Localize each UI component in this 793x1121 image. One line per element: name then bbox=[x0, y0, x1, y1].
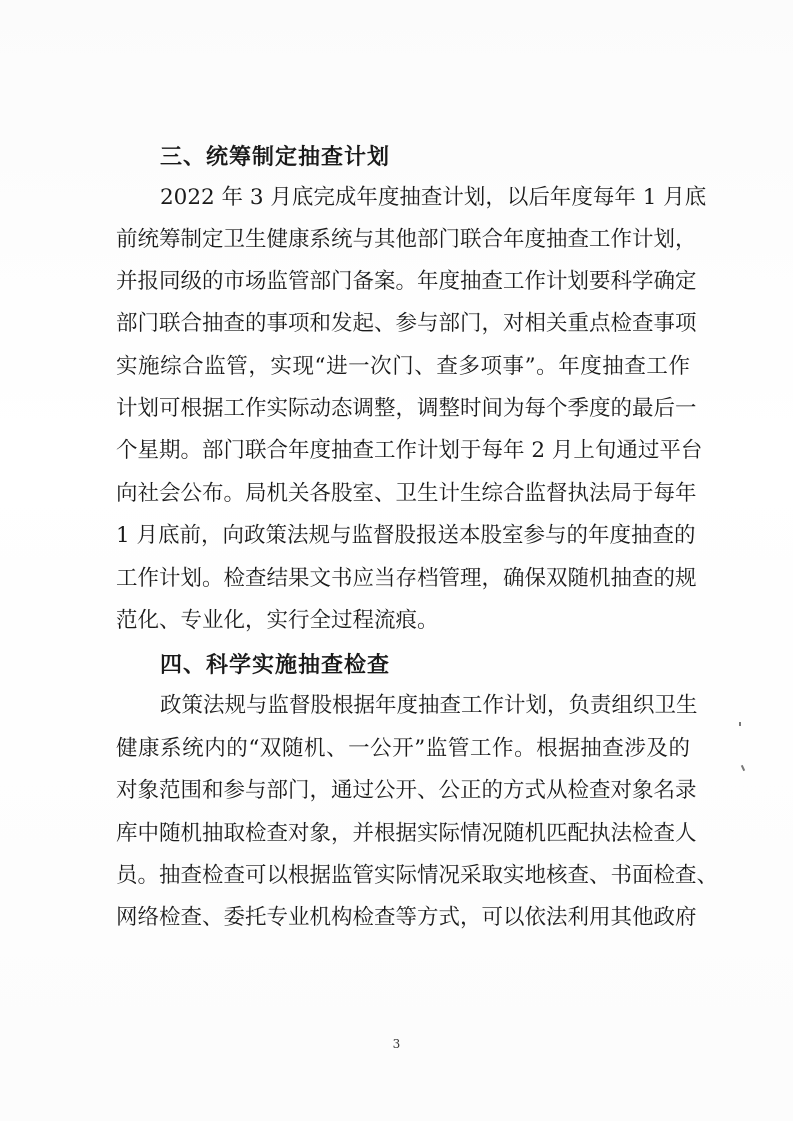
section-3-line-5: 实施综合监管，实现“进一次门、查多项事”。年度抽查工作 bbox=[116, 354, 690, 379]
section-3-line-2: 前统筹制定卫生健康系统与其他部门联合年度抽查工作计划， bbox=[116, 227, 697, 252]
section-4-heading: 四、科学实施抽查检查 bbox=[160, 653, 391, 678]
section-3-line-6: 计划可根据工作实际动态调整，调整时间为每个季度的最后一 bbox=[116, 396, 697, 421]
section-4-line-1: 政策法规与监督股根据年度抽查工作计划，负责组织卫生 bbox=[160, 693, 698, 718]
section-4-line-3: 对象范围和参与部门，通过公开、公正的方式从检查对象名录 bbox=[116, 778, 697, 803]
section-4-line-2: 健康系统内的“双随机、一公开”监管工作。根据抽查涉及的 bbox=[116, 736, 690, 761]
section-3-line-8: 向社会公布。局机关各股室、卫生计生综合监督执法局于每年 bbox=[116, 481, 697, 506]
section-3-line-9: 1 月底前，向政策法规与监督股报送本股室参与的年度抽查的 bbox=[116, 523, 696, 548]
section-4-line-4: 库中随机抽取检查对象，并根据实际情况随机匹配执法检查人 bbox=[116, 821, 697, 846]
section-4-line-6: 网络检查、委托专业机构检查等方式，可以依法利用其他政府 bbox=[116, 905, 697, 930]
section-3-heading: 三、统筹制定抽查计划 bbox=[160, 145, 391, 170]
page-number: 3 bbox=[392, 1037, 401, 1051]
section-3-line-7: 个星期。部门联合年度抽查工作计划于每年 2 月上旬通过平台 bbox=[116, 438, 703, 463]
section-3-line-4: 部门联合抽查的事项和发起、参与部门，对相关重点检查事项 bbox=[116, 311, 697, 336]
section-3-line-11: 范化、专业化，实行全过程流痕。 bbox=[116, 608, 439, 633]
section-3-line-10: 工作计划。检查结果文书应当存档管理，确保双随机抽查的规 bbox=[116, 566, 697, 591]
section-3-line-1: 2022 年 3 月底完成年度抽查计划，以后年度每年 1 月底 bbox=[160, 185, 707, 210]
scan-speck bbox=[741, 765, 745, 771]
section-4-line-5: 员。抽查检查可以根据监管实际情况采取实地核查、书面检查、 bbox=[116, 863, 719, 888]
scan-speck bbox=[739, 722, 741, 726]
section-3-line-3: 并报同级的市场监管部门备案。年度抽查工作计划要科学确定 bbox=[116, 269, 697, 294]
